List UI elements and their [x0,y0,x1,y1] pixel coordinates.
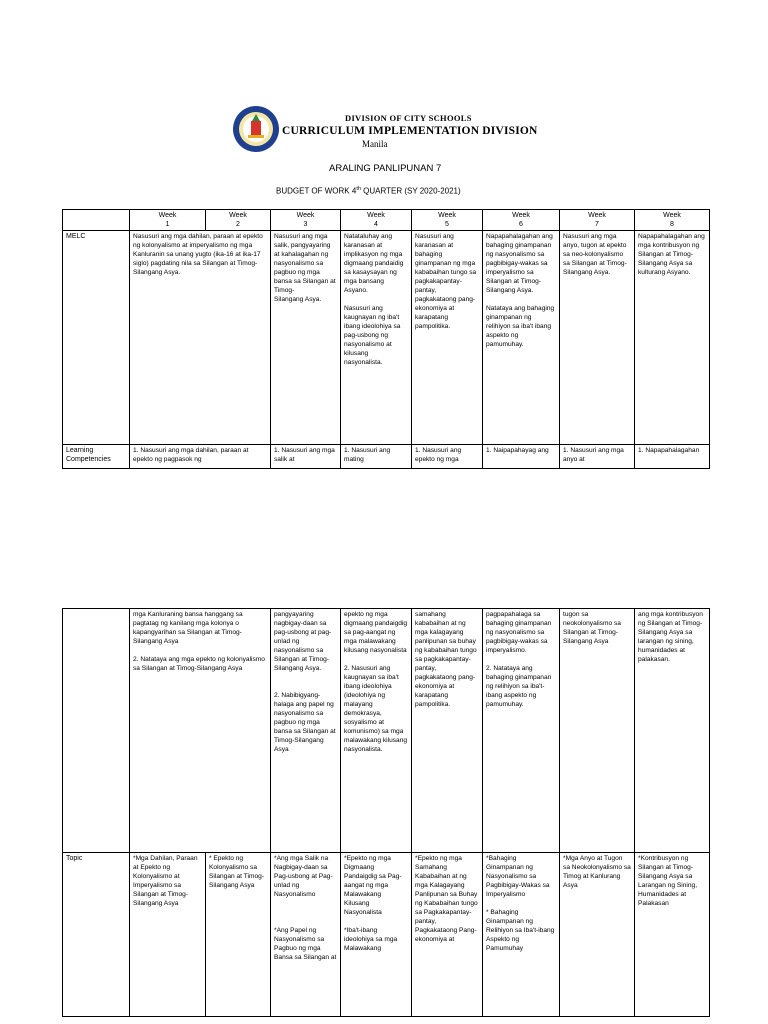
topic-cell: *Epekto ng mga Digmaang Pandaigdig sa Pag-aangat ng mga Malawakang Kilusang Nasyonalista *Iba't-ibang ideolohiya sa mga Malawakang [341,853,412,1017]
learning-competencies-continued-row [63,609,710,853]
bow-superscript: th [356,186,361,192]
week-header: Week 2 [206,210,271,231]
melc-row [63,231,710,445]
unit-name: CURRICULUM IMPLEMENTATION DIVISION [282,125,538,137]
lc-cont-cell: mga Kanluraning bansa hanggang sa pagtatag ng kanilang mga kolonya o kapangyarihan sa Silangan at Timog-Silangang Asya 2. Natataya ang mga epekto ng kolonyalismo sa Silangan at Timog-Silangang Asya [130,609,271,853]
melc-cell: Natataluhay ang karanasan at implikasyon ng mga digmaang pandaidig sa kasaysayan ng mga bansang Asyano. Nasusuri ang kaugnayan ng iba't ibang ideolohiya sa pag-usbong ng nasyonalismo at kilusang nasyonalista. [341,231,412,445]
lc-cont-cell: epekto ng mga digmaang pandaigdig sa pag-aangat ng mga malawakang kilusang nasyonalista 2. Nasusuri ang kaugnayan sa iba't ibang ideolohiya (ideolohiya ng malayang demokrasya, sosyalismo at komunismo) sa mga malawakang kilusang nasyonalista. [341,609,412,853]
subject-title: ARALING PANLIPUNAN 7 [329,163,442,174]
bow-suffix: QUARTER (SY 2020-2021) [360,186,461,196]
lc-cont-cell: ang mga kontribusyon ng Silangan at Timog-Silangang Asya sa larangan ng sining, humanidades at palakasan. [635,609,710,853]
topic-cell: * Epekto ng Kolonyalismo sa Silangan at Timog-Silangang Asya [206,853,271,1017]
week-header: Week 3 [271,210,341,231]
topic-cell: *Mga Anyo at Tugon sa Neokolonyalismo sa Timog at Kanlurang Asya [560,853,635,1017]
topic-row [63,853,710,1017]
week-header: Week 1 [130,210,206,231]
topic-cell: *Kontribusyon ng Silangan at Timog-Silangang Asya sa Larangan ng Sining, Humanidades at Palakasan [635,853,710,1017]
corner-cell [63,210,130,231]
week-header: Week 5 [412,210,483,231]
lc-cont-cell: pangyayaring nagbigay-daan sa pag-usbong at pag-unlad ng nasyonalismo sa Silangan at Timog-Silangang Asya. 2. Nabibigyang-halaga ang papel ng nasyonalismo sa pagbuo ng mga bansa sa Silangan at Timog-Silangang Asya [271,609,341,853]
school-seal-icon [232,105,280,153]
melc-cell: Napapahalagahan ang mga kontribusyon ng Silangan at Timog-Silangang Asya sa kulturang Asyano. [635,231,710,445]
lc-cell: 1. Nasusuri ang mga salik at [271,445,341,469]
budget-of-work-title [276,186,461,196]
lc-cell: 1. Nasusuri ang epekto ng mga [412,445,483,469]
week-header: Week 7 [560,210,635,231]
bow-prefix: BUDGET OF WORK 4 [276,186,357,196]
learning-competencies-row [63,445,710,469]
melc-cell: Nasusuri ang mga anyo, tugon at epekto sa neo-kolonyalismo sa Silangan at Timog-Silangang Asya. [560,231,635,445]
topic-cell: *Epekto ng mga Samahang Kababaihan at ng mga Kalagayang Panlipunan sa Buhay ng Kababaihan tungo sa Pagkakapantay-pantay, Pagkakataong Pang-ekonomiya at [412,853,483,1017]
lc-cont-cell: tugon sa neokolonyalismo sa Silangan at Timog-Silangang Asya [560,609,635,853]
melc-cell: Nasusuri ang karanasan at bahaging ginampanan ng mga kababaihan tungo sa pagkakapantay-pantay, pagkakataong pang-ekonomiya at karapatang pampolitika. [412,231,483,445]
week-header: Week 6 [483,210,560,231]
lc-cont-cell: samahang kababaihan at ng mga kalagayang panlipunan sa buhay ng kababaihan tungo sa pagkakapantay-pantay, pagkakataong pang-ekonomiya at karapatang pampolitika. [412,609,483,853]
row-label-topic: Topic [63,853,130,1017]
topic-cell: *Mga Dahilan, Paraan at Epekto ng Kolonyalismo at Imperyalismo sa Silangan at Timog-Silangang Asya [130,853,206,1017]
lc-cell: 1. Napapahalagahan [635,445,710,469]
row-label-melc: MELC [63,231,130,445]
row-label-learning-competencies: Learning Competencies [63,445,130,469]
lc-cell: 1. Nasusuri ang mating [341,445,412,469]
budget-table-part2 [62,608,710,1017]
lc-cell: 1. Naipapahayag ang [483,445,560,469]
budget-table-part1 [62,209,710,469]
row-label-empty [63,609,130,853]
city-name: Manila [362,139,388,149]
division-name: DIVISION OF CITY SCHOOLS [345,113,472,123]
melc-cell: Nasusuri ang mga dahilan, paraan at epekto ng kolonyalismo at imperyalismo ng mga Kanluranin sa unang yugto (ika-16 at ika-17 siglo) pagdating nila sa Silangan at Timog-Silangang Asya. [130,231,271,445]
topic-cell: *Ang mga Salik na Nagbigay-daan sa Pag-usbong at Pag-unlad ng Nasyonalismo *Ang Papel ng Nasyonalismo sa Pagbuo ng mga Bansa sa Silangan at [271,853,341,1017]
melc-cell: Nasusuri ang mga salik, pangyayaring at kahalagahan ng nasyonalismo sa pagbuo ng mga bansa sa Silangan at Timog- Silangang Asya. [271,231,341,445]
lc-cont-cell: pagpapahalaga sa bahaging ginampanan ng nasyonalismo sa pagbibigay-wakas sa imperyalismo. 2. Natataya ang bahaging ginampanan ng relihiyon sa iba't-ibang aspekto ng pamumuhay. [483,609,560,853]
week-header: Week 8 [635,210,710,231]
lc-cell: 1. Nasusuri ang mga anyo at [560,445,635,469]
week-header-row [63,210,710,231]
lc-cell: 1. Nasusuri ang mga dahilan, paraan at epekto ng pagpasok ng [130,445,271,469]
topic-cell: *Bahaging Ginampanan ng Nasyonalismo sa Pagbibigay-Wakas sa Imperyalismo * Bahaging Ginampanan ng Relihiyon sa Iba't-ibang Aspekto ng Pamumuhay [483,853,560,1017]
week-header: Week 4 [341,210,412,231]
melc-cell: Napapahalagahan ang bahaging ginampanan ng nasyonalismo sa pagbibigay-wakas sa imperyalismo sa Silangan at Timog-Silangang Asya. Natataya ang bahaging ginampanan ng relihiyon sa iba't ibang aspekto ng pamumuhay. [483,231,560,445]
